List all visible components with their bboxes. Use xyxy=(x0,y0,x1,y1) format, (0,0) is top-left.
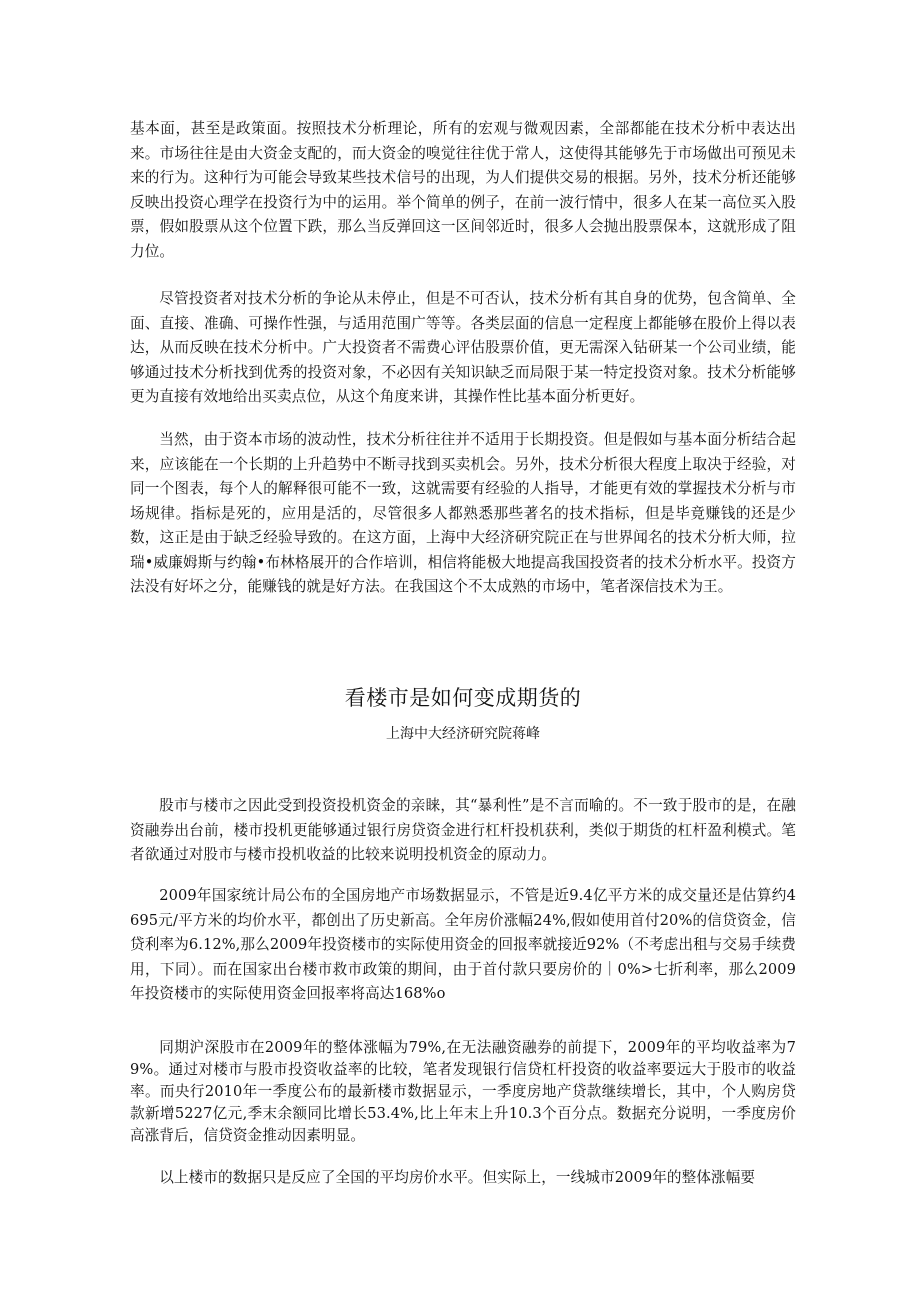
article-author: 上海中大经济研究院蒋峰 xyxy=(386,726,540,742)
paragraph-housing-2009-data: 2009年国家统计局公布的全国房地产市场数据显示，不管是近9.4亿平方米的成交量还是估算约4695元/平方米的均价水平，都创出了历史新高。全年房价涨幅24%,假如使用首付20%的信贷资金，信贷利率为6.12%,那么2009年投资楼市的实际使用资金的回报率就接近92%（不考虑出租与交易手续费用，下同）。而在国家出台楼市救市政策的期间，由于首付款只要房价的｜0%>七折利率，那么2009年投资楼市的实际使用资金回报率将高达168%o xyxy=(130,887,796,1002)
paragraph-technical-limitations: 当然，由于资本市场的波动性，技术分析往往并不适用于长期投资。但是假如与基本面分析结合起来，应该能在一个长期的上升趋势中不断寻找到买卖机会。另外，技术分析很大程度上取决于经验，对同一个图表，每个人的解释很可能不一致，这就需要有经验的人指导，才能更有效的掌握技术分析与市场规律。指标是死的，应用是活的，尽管很多人都熟悉那些著名的技术指标，但是毕竟赚钱的还是少数，这正是由于缺乏经验导致的。在这方面，上海中大经济研究院正在与世界闻名的技术分析大师，拉瑞•威廉姆斯与约翰•布林格展开的合作培训，相信将能极大地提高我国投资者的技术分析水平。投资方法没有好坏之分，能赚钱的就是好方法。在我国这个不太成熟的市场中，笔者深信技术为王。 xyxy=(130,431,796,595)
paragraph-fundamentals-continued: 基本面，甚至是政策面。按照技术分析理论，所有的宏观与微观因素，全部都能在技术分析中表达出来。市场往往是由大资金支配的，而大资金的嗅觉往往优于常人，这使得其能够先于市场做出可预见未来的行为。这种行为可能会导致某些技术信号的出现，为人们提供交易的根据。另外，技术分析还能够反映出投资心理学在投资行为中的运用。举个简单的例子，在前一波行情中，很多人在某一高位买入股票，假如股票从这个位置下跌，那么当反弹回这一区间邻近时，很多人会抛出股票保本，这就形成了阻力位。 xyxy=(130,120,796,260)
paragraph-first-tier-cities: 以上楼市的数据只是反应了全国的平均房价水平。但实际上，一线城市2009年的整体涨幅要 xyxy=(159,1169,756,1186)
paragraph-technical-advantages: 尽管投资者对技术分析的争论从未停止，但是不可否认，技术分析有其自身的优势，包含简单、全面、直接、准确、可操作性强，与适用范围广等等。各类层面的信息一定程度上都能够在股价上得以表达，从而反映在技术分析中。广大投资者不需费心评估股票价值，更无需深入钻研某一个公司业绩，能够通过技术分析找到优秀的投资对象，不必因有关知识缺乏而局限于某一特定投资对象。技术分析能够更为直接有效地给出买卖点位，从这个角度来讲，其操作性比基本面分析更好。 xyxy=(130,290,796,405)
paragraph-stock-comparison: 同期沪深股市在2009年的整体涨幅为79%,在无法融资融券的前提下，2009年的平均收益率为79%。通过对楼市与股市投资收益率的比较，笔者发现银行信贷杠杆投资的收益率要远大于股市的收益率。而央行2010年一季度公布的最新楼市数据显示，一季度房地产贷款继续增长，其中，个人购房贷款新增5227亿元,季末余额同比增长53.4%,比上年末上升10.3个百分点。数据充分说明，一季度房价高涨背后，信贷资金推动因素明显。 xyxy=(130,1039,796,1144)
article-title: 看楼市是如何变成期货的 xyxy=(344,686,582,710)
paragraph-speculation-intro: 股市与楼市之因此受到投资投机资金的亲睐，其“暴利性”是不言而喻的。不一致于股市的是，在融资融券出台前，楼市投机更能够通过银行房贷资金进行杠杆投机获利，类似于期货的杠杆盈利模式。笔者欲通过对股市与楼市投机收益的比较来说明投机资金的原动力。 xyxy=(130,797,796,863)
